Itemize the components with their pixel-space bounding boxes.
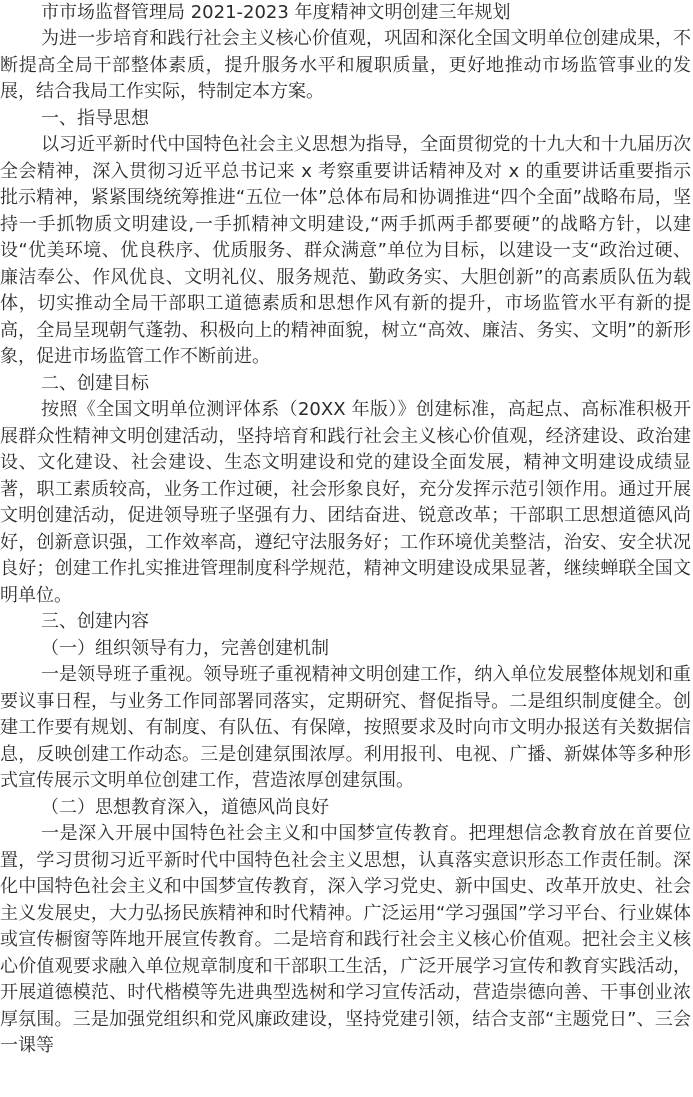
section-1-paragraph: 以习近平新时代中国特色社会主义思想为指导，全面贯彻党的十九大和十九届历次全会精神，深入贯彻习近平总书记来 x 考察重要讲话精神及对 x 的重要讲话重要指示批示精神，紧紧围绕统筹推进“五位一体”总体布局和协调推进“四个全面”战略布局，坚持一手抓物质文明建设,一手抓精神文明建设,“两手抓两手都要硬”的战略方针，以建设“优美环境、优良秩序、优质服务、群众满意”单位为目标，以建设一支“政治过硬、廉洁奉公、作风优良、文明礼仪、服务规范、勤政务实、大胆创新”的高素质队伍为载体，切实推动全局干部职工道德素质和思想作风有新的提升，市场监管水平有新的提高，全局呈现朝气蓬勃、积极向上的精神面貌，树立“高效、廉洁、务实、文明”的新形象，促进市场监管工作不断前进。 xyxy=(0,134,692,367)
subsection-1-heading: （一）组织领导有力，完善创建机制 xyxy=(41,637,329,659)
section-2-heading: 二、创建目标 xyxy=(41,372,149,394)
section-3-heading: 三、创建内容 xyxy=(41,611,149,632)
subsection-2-paragraph: 一是深入开展中国特色社会主义和中国梦宣传教育。把理想信念教育放在首要位置，学习贯彻习近平新时代中国特色社会主义思想，认真落实意识形态工作责任制。深化中国特色社会主义和中国梦宣传教育，深入学习党史、新中国史、改革开放史、社会主义发展史，大力弘扬民族精神和时代精神。广泛运用“学习强国”学习平台、行业媒体或宣传橱窗等阵地开展宣传教育。二是培育和践行社会主义核心价值观。把社会主义核心价值观要求融入单位规章制度和干部职工生活，广泛开展学习宣传和教育实践活动，开展道德模范、时代楷模等先进典型选树和学习宣传活动，营造崇德向善、干事创业浓厚氛围。三是加强党组织和党风廉政建设，坚持党建引领，结合支部“主题党日”、三会一课等 xyxy=(0,823,691,1056)
section-2-paragraph: 按照《全国文明单位测评体系（20XX 年版）》创建标准，高起点、高标准积极开展群众性精神文明创建活动，坚持培育和践行社会主义核心价值观，经济建设、政治建设、文化建设、社会建设、生态文明建设和党的建设全面发展，精神文明建设成绩显著，职工素质较高，业务工作过硬，社会形象良好，充分发挥示范引领作用。通过开展文明创建活动，促进领导班子坚强有力、团结奋进、锐意改革；干部职工思想道德风尚好，创新意识强，工作效率高，遵纪守法服务好；工作环境优美整洁，治安、安全状况良好；创建工作扎实推进管理制度科学规范，精神文明建设成果显著，继续蝉联全国文明单位。 xyxy=(0,399,691,606)
subsection-2-heading: （二）思想教育深入，道德风尚良好 xyxy=(41,796,329,818)
section-1-heading: 一、指导思想 xyxy=(41,107,149,129)
document-title: 市市场监督管理局 2021-2023 年度精神文明创建三年规划 xyxy=(41,2,511,23)
intro-paragraph: 为进一步培育和践行社会主义核心价值观，巩固和深化全国文明单位创建成果，不断提高全局干部整体素质，提升服务水平和履职质量，更好地推动市场监管事业的发展，结合我局工作实际，特制定本方案。 xyxy=(0,28,691,102)
subsection-1-paragraph: 一是领导班子重视。领导班子重视精神文明创建工作，纳入单位发展整体规划和重要议事日程，与业务工作同部署同落实，定期研究、督促指导。二是组织制度健全。创建工作要有规划、有制度、有队伍、有保障，按照要求及时向市文明办报送有关数据信息，反映创建工作动态。三是创建氛围浓厚。利用报刊、电视、广播、新媒体等多种形式宣传展示文明单位创建工作，营造浓厚创建氛围。 xyxy=(0,664,691,791)
